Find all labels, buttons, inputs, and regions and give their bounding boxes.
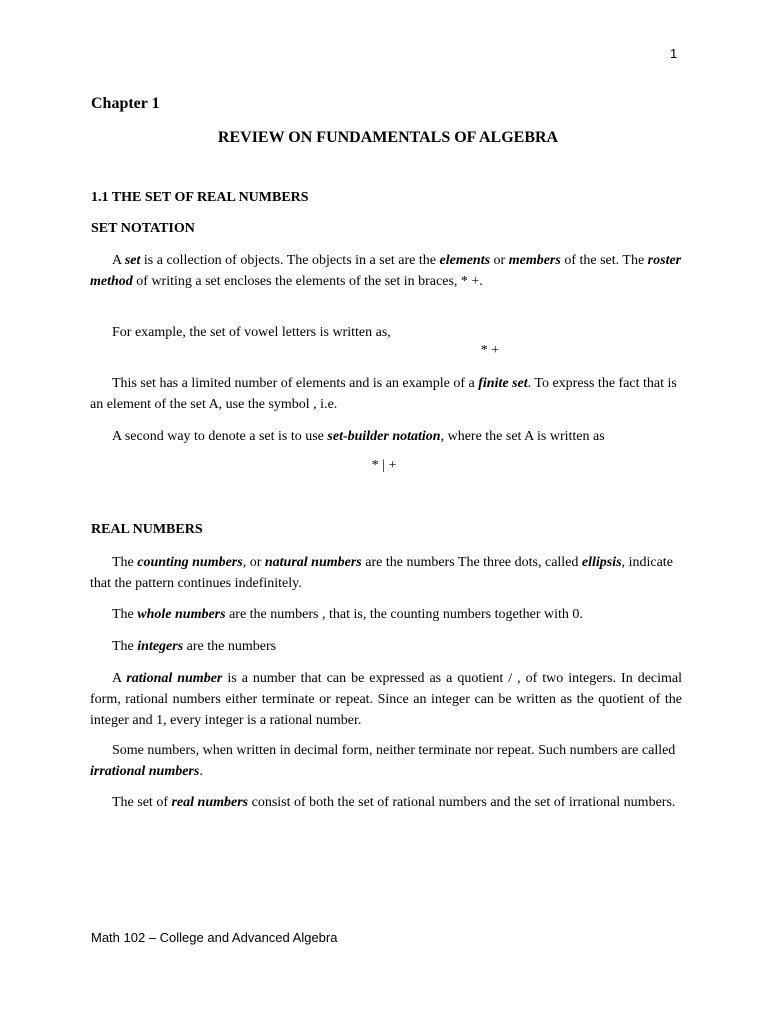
paragraph-irrational-numbers: Some numbers, when written in decimal form, neither terminate nor repeat. Such numbers are called irrational numbers.	[90, 743, 676, 779]
subsection-heading-set-notation: SET NOTATION	[91, 221, 195, 236]
chapter-label: Chapter 1	[91, 95, 160, 112]
paragraph-rational-number: A rational number is a number that can be expressed as a quotient / , of two integers. In decimal form, rational numbers either terminate or repeat. Since an integer can be written as the quotient of the integer and 1, every integer is a rational number.	[90, 671, 683, 728]
page-footer: Math 102 – College and Advanced Algebra	[91, 930, 338, 945]
paragraph-whole-numbers: The whole numbers are the numbers , that is, the counting numbers together with 0.	[112, 607, 583, 622]
paragraph-real-numbers: The set of real numbers consist of both the set of rational numbers and the set of irrational numbers.	[112, 795, 676, 810]
paragraph-set-definition: A set is a collection of objects. The objects in a set are the elements or members of the set. The roster method of writing a set encloses the elements of the set in braces, * +.	[90, 253, 682, 289]
paragraph-finite-set: This set has a limited number of elements and is an example of a finite set. To express the fact that is an element of the set A, use the symbol , i.e.	[90, 376, 677, 412]
page-title: REVIEW ON FUNDAMENTALS OF ALGEBRA	[217, 129, 559, 146]
equation-roster: * +	[480, 343, 500, 358]
equation-set-builder: * | +	[371, 458, 397, 473]
paragraph-counting-numbers: The counting numbers, or natural numbers are the numbers The three dots, called ellipsis, indicate that the pattern continues indefinitely.	[90, 555, 673, 591]
subsection-heading-real-numbers: REAL NUMBERS	[91, 522, 203, 537]
paragraph-example: For example, the set of vowel letters is written as,	[112, 325, 391, 340]
paragraph-set-builder: A second way to denote a set is to use set-builder notation, where the set A is written as	[112, 429, 605, 444]
section-heading: 1.1 THE SET OF REAL NUMBERS	[91, 190, 309, 205]
paragraph-integers: The integers are the numbers	[112, 639, 277, 654]
page-number: 1	[670, 46, 678, 61]
